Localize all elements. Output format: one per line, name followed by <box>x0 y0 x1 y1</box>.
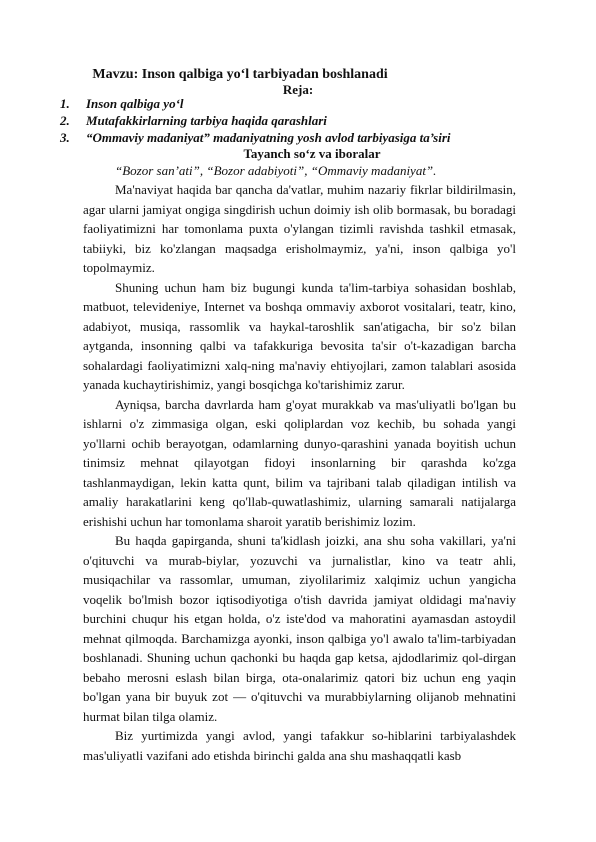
plan-item <box>60 129 451 146</box>
plan-heading: Reja: <box>282 82 314 97</box>
plan-item-text: Inson qalbiga yo‘l <box>86 96 184 111</box>
plan-item-number: 3. <box>60 130 70 145</box>
keywords-line: “Bozor san’ati”, “Bozor adabiyoti”, “Ommaviy madaniyat”. <box>115 163 437 178</box>
plan-list <box>60 95 451 146</box>
plan-item-text: “Ommaviy madaniyat” madaniyatning yosh avlod tarbiyasiga ta’siri <box>86 130 451 145</box>
paragraph: Biz yurtimizda yangi avlod, yangi tafakkur so-hiblarini tarbiyalashdek mas'uliyatli vazifani ado etishda birinchi galda ana shu mashaqqatli kasb <box>83 728 516 763</box>
plan-item <box>60 112 451 129</box>
topic-title: Mavzu: Inson qalbiga yo‘l tarbiyadan boshlanadi <box>92 67 388 82</box>
body-text <box>83 180 516 765</box>
plan-item-text: Mutafakkirlarning tarbiya haqida qarashlari <box>86 113 327 128</box>
plan-item-number: 1. <box>60 96 70 111</box>
paragraph: Bu haqda gapirganda, shuni ta'kidlash joizki, ana shu soha vakillari, ya'ni o'qituvchi va murab-biylar, yozuvchi va jurnalistlar, kino va teatr ahli, musiqachilar va rassomlar, umuman, ziyolilarimiz xalqimiz uchun yangicha voqelik bo'lmish bozor iqtisodiyotiga o'tish davrida jamiyat oldidagi ma'naviy burchini chuqur his etgan holda, o'z iste'dod va mahoratini ayamasdan astoydil mehnat qilmoqda. Barchamizga ayonki, inson qalbiga yo'l awalo ta'lim-tarbiyadan boshlanadi. Shuning uchun qachonki bu haqda gap ketsa, ajdodlarimiz qol-dirgan bebaho merosni eslash bilan birga, ota-onalarimiz qatori biz uchun eng yaqin bo'lgan yana bir buyuk zot — o'qituvchi va murabbiylarning olijanob mehnatini hurmat bilan tilga olamiz. <box>83 533 516 724</box>
paragraph: Ma'naviyat haqida bar qancha da'vatlar, muhim nazariy fikrlar bildirilmasin, agar ularni jamiyat ongiga singdirish uchun doimiy ish olib bormasak, bu boradagi faoliyatimizni har tomonlama puxta o'ylangan tizimli ravishda tashkil etmasak, tabiiyki, biz ko'zlangan maqsadga erisholmaymiz, ya'ni, inson qalbiga yo'l topolmaymiz. <box>83 182 516 275</box>
plan-item <box>60 95 451 112</box>
paragraph: Ayniqsa, barcha davrlarda ham g'oyat murakkab va mas'uliyatli bo'lgan bu ishlarni o'z zimmasiga olgan, eski qoliplardan voz kechib, bu sohada yangi yo'llarni ochib berayotgan, odamlarning dunyo-qarashini yanada boyitish uchun tinimsiz mehnat qilayotgan fidoyi insonlarning bir qarashda ko'zga tashlanmaydigan, lekin katta qunt, bilim va tajribani talab qiladigan intilish va amaliy harakatlarini keng qo'llab-quwatlashimiz, ularning samarali natijalarga erishishi uchun har tomonlama sharoit yaratib berishimiz lozim. <box>83 396 516 529</box>
paragraph: Shuning uchun ham biz bugungi kunda ta'lim-tarbiya sohasidan boshlab, matbuot, televideniye, Internet va boshqa ommaviy axborot vositalari, teatr, kino, adabiyot, musiqa, rassomlik va haykal-taroshlik san'atigacha, bir so'z bilan aytganda, insonning qalbi va tafakkuriga bevosita ta'sir o't-kazadigan barcha sohalardagi faoliyatimizni xalq-ning ma'naviy ehtiyojlari, zamon talablari asosida yanada kuchaytirishimiz, yangi bosqichga ko'tarishimiz zarur. <box>83 279 516 392</box>
plan-item-number: 2. <box>60 113 70 128</box>
keywords-heading: Tayanch so‘z va iboralar <box>243 146 381 161</box>
